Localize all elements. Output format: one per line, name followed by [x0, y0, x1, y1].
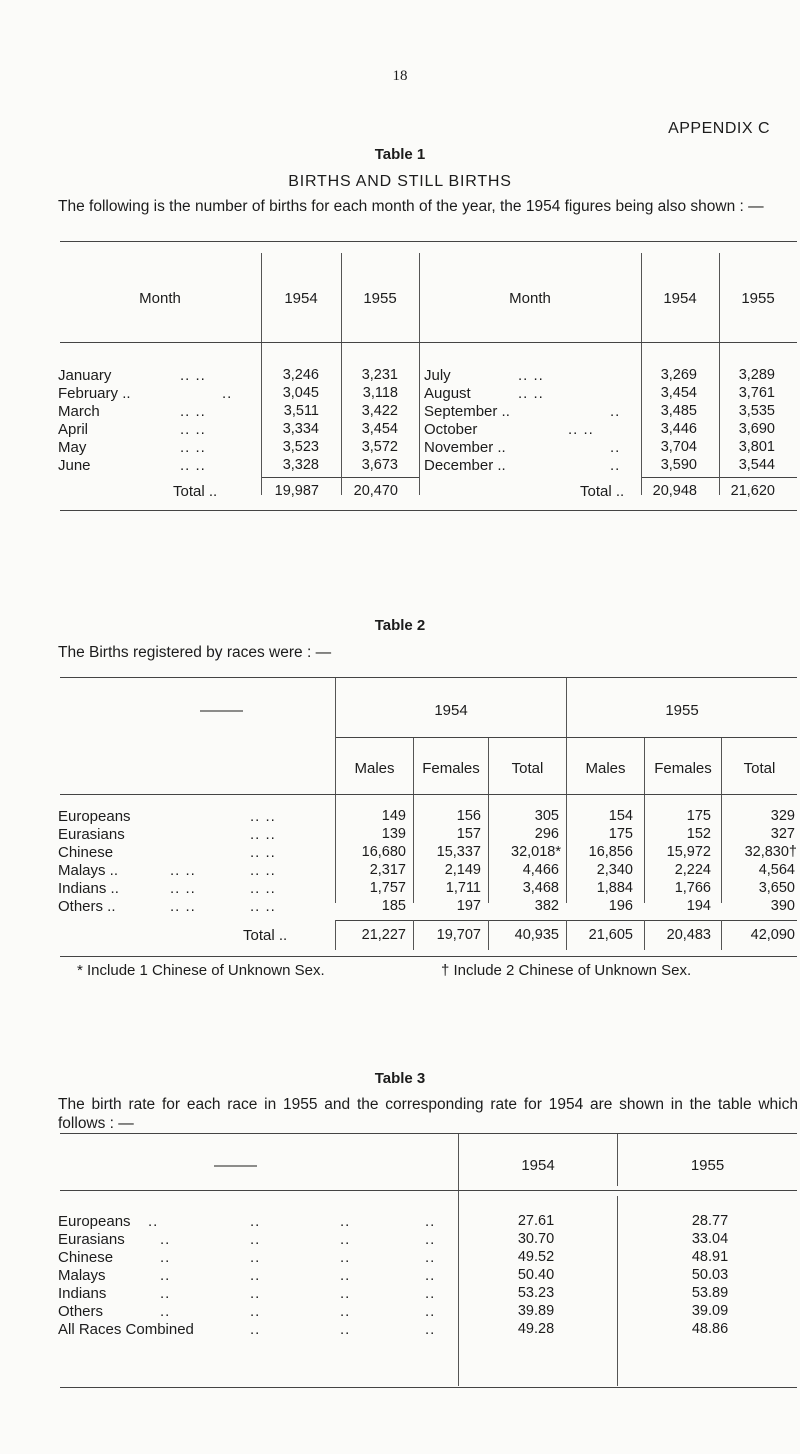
females-1955: 194	[686, 898, 711, 914]
table3-header-1955: 1955	[690, 1157, 725, 1174]
race-label: Chinese	[58, 1249, 114, 1266]
race-label: Eurasians	[58, 1231, 125, 1248]
table2-header-blank: ———	[200, 702, 242, 719]
table1-intro: The following is the number of births for each month of the year, the 1954 figures being also shown : —	[58, 198, 764, 215]
month-label: February ..	[58, 385, 131, 402]
table1-header-1955: 1955	[363, 290, 397, 307]
total-label: Total ..	[243, 927, 288, 944]
leader-dots: ..	[610, 439, 621, 456]
leader-dots: ..	[250, 1321, 261, 1338]
table2-label: Table 2	[374, 617, 426, 634]
value-1955: 3,690	[738, 421, 775, 437]
table1-header-month-2: Month	[509, 290, 551, 307]
rate-1954: 49.52	[517, 1249, 555, 1265]
race-label: Malays ..	[58, 862, 119, 879]
leader-dots: .. ..	[568, 421, 594, 438]
rate-1954: 53.23	[517, 1285, 555, 1301]
males-1955: 1,884	[596, 880, 633, 896]
total-label: Total ..	[580, 483, 625, 500]
leader-dots: ..	[250, 1303, 261, 1320]
leader-dots: ..	[610, 457, 621, 474]
males-1955: 2,340	[596, 862, 633, 878]
total-1954: 32,018*	[511, 844, 561, 860]
leader-dots: ..	[425, 1231, 436, 1248]
month-label: May	[58, 439, 87, 456]
leader-dots: ..	[250, 1285, 261, 1302]
leader-dots: ..	[340, 1303, 351, 1320]
appendix-heading: APPENDIX C	[668, 120, 770, 137]
total-1954: 3,468	[522, 880, 559, 896]
total-males-1955: 21,605	[588, 927, 633, 943]
race-label: Others ..	[58, 898, 116, 915]
leader-dots: ..	[425, 1285, 436, 1302]
females-1954: 197	[456, 898, 481, 914]
rate-1955: 48.86	[691, 1321, 729, 1337]
month-label: January	[58, 367, 112, 384]
table2-header-males-1954: Males	[354, 760, 395, 777]
males-1955: 16,856	[588, 844, 633, 860]
table1-header-1954-2: 1954	[663, 290, 697, 307]
leader-dots: ..	[160, 1303, 171, 1320]
total-1954: 20,948	[652, 483, 697, 499]
table2-top-rule	[60, 677, 797, 678]
females-1955: 2,224	[674, 862, 711, 878]
leader-dots-b: .. ..	[250, 898, 276, 915]
table1-total-rule	[342, 477, 419, 478]
table3-intro: The birth rate for each race in 1955 and the corresponding rate for 1954 are shown in the table which follows : —	[58, 1096, 798, 1132]
value-1955: 3,118	[362, 385, 398, 401]
total-1954: 19,987	[274, 483, 319, 499]
leader-dots-a: .. ..	[170, 862, 196, 879]
value-1955: 3,289	[738, 367, 775, 383]
value-1954: 3,446	[660, 421, 697, 437]
total-total-1954: 40,935	[514, 927, 559, 943]
table3-top-rule	[60, 1133, 797, 1134]
leader-dots: ..	[340, 1249, 351, 1266]
table2-footnote-1: * Include 1 Chinese of Unknown Sex.	[77, 962, 325, 979]
males-1954: 16,680	[361, 844, 406, 860]
table3-header-blank: ———	[214, 1157, 256, 1174]
leader-dots-a: .. ..	[170, 898, 196, 915]
rate-1954: 50.40	[517, 1267, 555, 1283]
total-1955: 327	[770, 826, 795, 842]
leader-dots-a: .. ..	[170, 880, 196, 897]
leader-dots: ..	[250, 1249, 261, 1266]
rate-1954: 30.70	[517, 1231, 555, 1247]
race-label: Chinese	[58, 844, 114, 861]
females-1955: 175	[686, 808, 711, 824]
value-1955: 3,673	[361, 457, 398, 473]
leader-dots: .. ..	[250, 826, 276, 843]
table2-header-rule	[60, 794, 797, 795]
leader-dots: .. ..	[518, 367, 544, 384]
leader-dots: ..	[340, 1321, 351, 1338]
value-1955: 3,544	[738, 457, 775, 473]
page-number: 18	[392, 68, 408, 84]
leader-dots: ..	[425, 1267, 436, 1284]
males-1954: 185	[381, 898, 406, 914]
month-label: June	[58, 457, 91, 474]
leader-dots: ..	[250, 1267, 261, 1284]
table1-header-1954: 1954	[284, 290, 318, 307]
total-1954: 4,466	[522, 862, 559, 878]
rate-1954: 39.89	[517, 1303, 555, 1319]
total-1955: 390	[770, 898, 795, 914]
males-1954: 1,757	[369, 880, 406, 896]
value-1954: 3,328	[282, 457, 319, 473]
month-label: July	[424, 367, 451, 384]
month-label: November ..	[424, 439, 506, 456]
total-1955: 21,620	[730, 483, 775, 499]
rate-1955: 48.91	[691, 1249, 729, 1265]
total-females-1955: 20,483	[666, 927, 711, 943]
total-total-1955: 42,090	[750, 927, 795, 943]
rate-1955: 33.04	[691, 1231, 729, 1247]
total-females-1954: 19,707	[436, 927, 481, 943]
leader-dots: .. ..	[250, 808, 276, 825]
race-label: Indians	[58, 1285, 107, 1302]
females-1954: 2,149	[444, 862, 481, 878]
males-1954: 149	[381, 808, 406, 824]
race-label: Malays	[58, 1267, 106, 1284]
value-1955: 3,422	[361, 403, 398, 419]
total-1954: 382	[534, 898, 559, 914]
race-label: All Races Combined	[58, 1321, 194, 1338]
value-1955: 3,761	[738, 385, 775, 401]
table1-header-1955-2: 1955	[741, 290, 775, 307]
females-1954: 1,711	[445, 880, 481, 896]
leader-dots-b: .. ..	[250, 862, 276, 879]
month-label: April	[58, 421, 89, 438]
race-label: Eurasians	[58, 826, 125, 843]
table2-header-total-1955: Total	[743, 760, 776, 777]
table1-label: Table 1	[374, 146, 426, 163]
value-1954: 3,246	[282, 367, 319, 383]
females-1955: 152	[686, 826, 711, 842]
leader-dots: ..	[340, 1213, 351, 1230]
table2-bottom-rule	[60, 956, 797, 957]
table2-header-females-1955: Females	[654, 760, 712, 777]
leader-dots: ..	[340, 1285, 351, 1302]
leader-dots: ..	[425, 1321, 436, 1338]
rate-1955: 53.89	[691, 1285, 729, 1301]
total-1955: 3,650	[758, 880, 795, 896]
total-1955: 329	[770, 808, 795, 824]
table1-top-rule	[60, 241, 797, 242]
leader-dots: .. ..	[180, 367, 206, 384]
table2-header-males-1955: Males	[585, 760, 626, 777]
value-1954: 3,454	[660, 385, 697, 401]
females-1954: 157	[456, 826, 481, 842]
males-1955: 175	[608, 826, 633, 842]
table1-header-rule	[60, 342, 797, 343]
month-label: August	[424, 385, 471, 402]
value-1954: 3,590	[660, 457, 697, 473]
race-label: Europeans	[58, 808, 131, 825]
value-1954: 3,045	[282, 385, 319, 401]
leader-dots: ..	[425, 1213, 436, 1230]
total-1955: 20,470	[353, 483, 398, 499]
rate-1955: 39.09	[691, 1303, 729, 1319]
total-males-1954: 21,227	[361, 927, 406, 943]
leader-dots: ..	[340, 1267, 351, 1284]
leader-dots: ..	[160, 1249, 171, 1266]
total-label: Total ..	[173, 483, 218, 500]
table2-intro: The Births registered by races were : —	[58, 644, 332, 661]
leader-dots: ..	[148, 1213, 159, 1230]
total-1955: 32,830†	[744, 844, 797, 860]
total-1954: 305	[534, 808, 559, 824]
value-1954: 3,269	[660, 367, 697, 383]
leader-dots: ..	[425, 1249, 436, 1266]
leader-dots: ..	[340, 1231, 351, 1248]
month-label: March	[58, 403, 100, 420]
females-1954: 15,337	[436, 844, 481, 860]
leader-dots-b: .. ..	[250, 880, 276, 897]
females-1955: 1,766	[674, 880, 711, 896]
table3-bottom-rule	[60, 1387, 797, 1388]
leader-dots: ..	[250, 1231, 261, 1248]
table1-total-rule	[720, 477, 797, 478]
males-1955: 196	[608, 898, 633, 914]
value-1955: 3,454	[361, 421, 398, 437]
leader-dots: ..	[160, 1285, 171, 1302]
total-1954: 296	[534, 826, 559, 842]
race-label: Europeans	[58, 1213, 131, 1230]
females-1954: 156	[456, 808, 481, 824]
males-1954: 2,317	[369, 862, 406, 878]
rate-1954: 27.61	[517, 1213, 555, 1229]
value-1954: 3,334	[282, 421, 319, 437]
leader-dots: ..	[250, 1213, 261, 1230]
leader-dots: ..	[160, 1267, 171, 1284]
females-1955: 15,972	[666, 844, 711, 860]
leader-dots: ..	[160, 1231, 171, 1248]
leader-dots: .. ..	[180, 439, 206, 456]
leader-dots: .. ..	[250, 844, 276, 861]
males-1954: 139	[381, 826, 406, 842]
leader-dots: .. ..	[180, 403, 206, 420]
value-1954: 3,511	[283, 403, 319, 419]
table1-total-rule	[262, 477, 341, 478]
leader-dots: .. ..	[180, 421, 206, 438]
table1-total-rule	[642, 477, 719, 478]
leader-dots: ..	[222, 385, 233, 402]
table2-footnote-2: † Include 2 Chinese of Unknown Sex.	[441, 962, 692, 979]
month-label: October	[424, 421, 478, 438]
month-label: December ..	[424, 457, 506, 474]
rate-1954: 49.28	[517, 1321, 555, 1337]
table2-year-rule	[336, 737, 797, 738]
table3-label: Table 3	[374, 1070, 426, 1087]
race-label: Others	[58, 1303, 104, 1320]
value-1955: 3,572	[361, 439, 398, 455]
table1-bottom-rule	[60, 510, 797, 511]
males-1955: 154	[608, 808, 633, 824]
leader-dots: ..	[610, 403, 621, 420]
value-1954: 3,704	[660, 439, 697, 455]
table2-header-total-1954: Total	[511, 760, 544, 777]
table3-header-1954: 1954	[521, 1157, 555, 1174]
table1-title: BIRTHS AND STILL BIRTHS	[288, 173, 512, 190]
value-1954: 3,523	[282, 439, 319, 455]
leader-dots: .. ..	[518, 385, 544, 402]
leader-dots: ..	[425, 1303, 436, 1320]
table2-header-females-1954: Females	[422, 760, 480, 777]
value-1955: 3,801	[738, 439, 775, 455]
table1-header-month: Month	[139, 290, 181, 307]
table2-header-1954: 1954	[434, 702, 468, 719]
value-1955: 3,231	[361, 367, 398, 383]
total-1955: 4,564	[758, 862, 795, 878]
rate-1955: 50.03	[691, 1267, 729, 1283]
value-1955: 3,535	[738, 403, 775, 419]
rate-1955: 28.77	[691, 1213, 729, 1229]
race-label: Indians ..	[58, 880, 119, 897]
table3-header-rule	[60, 1190, 797, 1191]
leader-dots: .. ..	[180, 457, 206, 474]
value-1954: 3,485	[660, 403, 697, 419]
table2-header-1955: 1955	[665, 702, 699, 719]
month-label: September ..	[424, 403, 510, 420]
